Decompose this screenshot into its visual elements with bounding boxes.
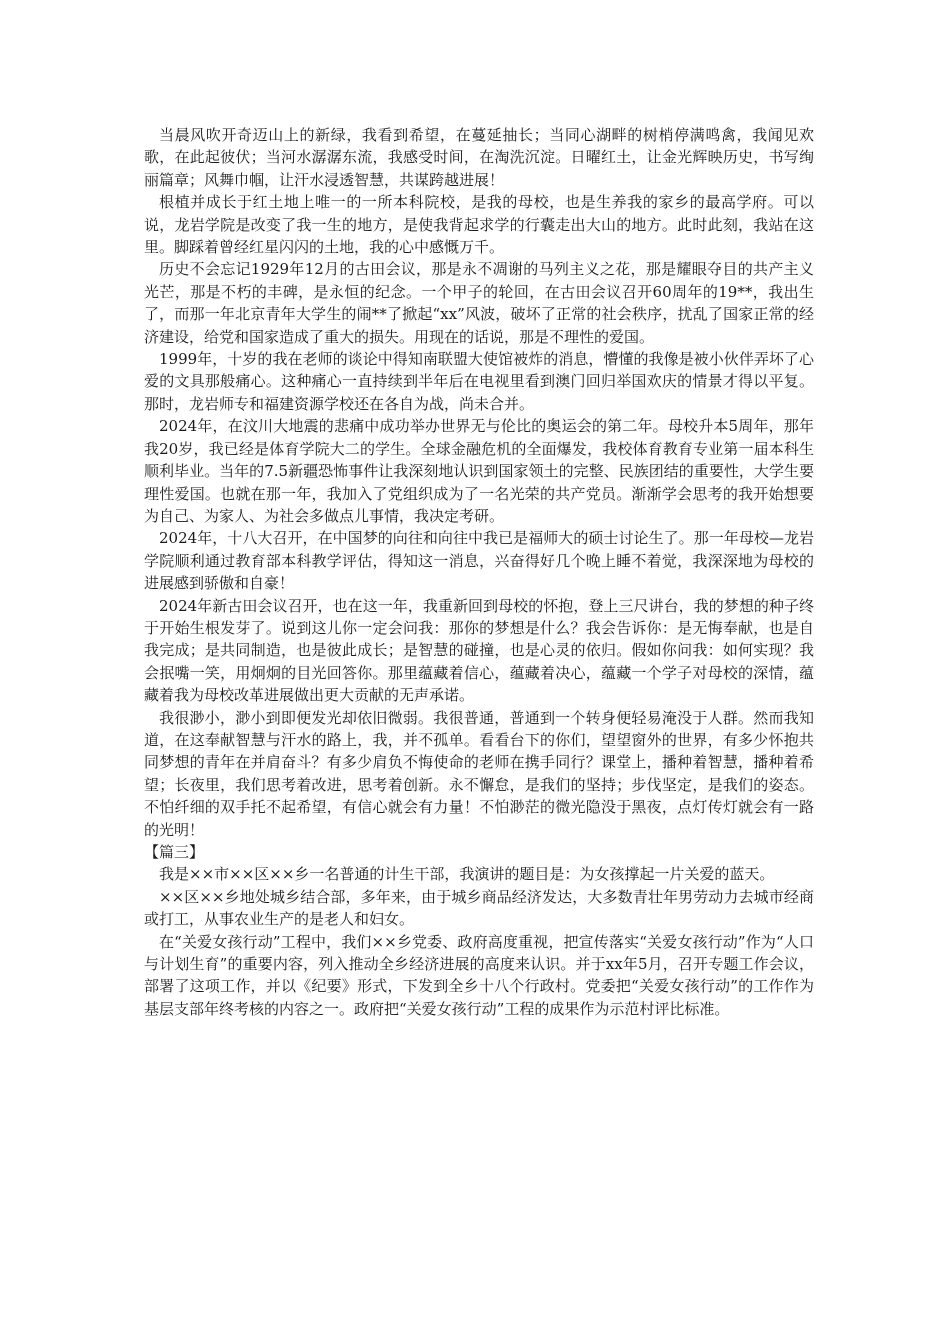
paragraph: 根植并成长于红土地上唯一的一所本科院校，是我的母校，也是生养我的家乡的最高学府。可以说，龙岩学院是改变了我一生的地方，是使我背起求学的行囊走出大山的地方。此时此刻，我站在这里。脚踩着曾经红星闪闪的土地，我的心中感慨万千。 [144, 193, 814, 257]
paragraph: 2024年新古田会议召开，也在这一年，我重新回到母校的怀抱，登上三尺讲台，我的梦想的种子终于开始生根发芽了。说到这儿你一定会问我：那你的梦想是什么？我会告诉你：是无悔奉献，也是自我完成；是共同制造，也是彼此成长；是智慧的碰撞，也是心灵的依归。假如你问我：如何实现？我会抿嘴一笑，用炯炯的目光回答你。那里蕴藏着信心，蕴藏着决心，蕴藏一个学子对母校的深情，蕴藏着我为母校改革进展做出更大贡献的无声承诺。 [144, 596, 814, 705]
document-page [144, 124, 814, 1020]
paragraph: 当晨风吹开奇迈山上的新绿，我看到希望，在蔓延抽长；当同心湖畔的树梢停满鸣禽，我闻见欢歌，在此起彼伏；当河水潺潺东流，我感受时间，在淘洗沉淀。日曜红土，让金光辉映历史，书写绚丽篇章；风舞巾帼，让汗水浸透智慧，共谋跨越进展！ [144, 126, 814, 189]
section-heading: 【篇三】 [144, 843, 205, 861]
paragraph: 历史不会忘记1929年12月的古田会议，那是永不凋谢的马列主义之花，那是耀眼夺目的共产主义光芒，那是不朽的丰碑，是永恒的纪念。一个甲子的轮回，在古田会议召开60周年的19**，我出生了，而那一年北京青年大学生的闹**了掀起“xx”风波，破坏了正常的社会秩序，扰乱了国家正常的经济建设，给党和国家造成了重大的损失。用现在的话说，那是不理性的爱国。 [144, 260, 814, 346]
paragraph: ××区××乡地处城乡结合部，多年来，由于城乡商品经济发达，大多数青壮年男劳动力去城市经商或打工，从事农业生产的是老人和妇女。 [144, 887, 814, 929]
paragraph: 在“关爱女孩行动”工程中，我们××乡党委、政府高度重视，把宣传落实“关爱女孩行动”作为“人口与计划生育”的重要内容，列入推动全乡经济进展的高度来认识。并于xx年5月，召开专题工作会议，部署了这项工作，并以《纪要》形式，下发到全乡十八个行政村。党委把“关爱女孩行动”的工作作为基层支部年终考核的内容之一。政府把“关爱女孩行动”工程的成果作为示范村评比标准。 [144, 932, 814, 1018]
paragraph: 1999年，十岁的我在老师的谈论中得知南联盟大使馆被炸的消息，懵懂的我像是被小伙伴弄坏了心爱的文具那般痛心。这种痛心一直持续到半年后在电视里看到澳门回归举国欢庆的情景才得以平复。那时，龙岩师专和福建资源学校还在各自为战，尚未合并。 [144, 350, 814, 413]
paragraph: 2024年，在汶川大地震的悲痛中成功举办世界无与伦比的奥运会的第二年。母校升本5周年，那年我20岁，我已经是体育学院大二的学生。全球金融危机的全面爆发，我校体育教育专业第一届本科生顺利毕业。当年的7.5新疆恐怖事件让我深刻地认识到国家领土的完整、民族团结的重要性，大学生要理性爱国。也就在那一年，我加入了党组织成为了一名光荣的共产党员。渐渐学会思考的我开始想要为自己、为家人、为社会多做点儿事情，我决定考研。 [144, 417, 814, 525]
paragraph: 我是××市××区××乡一名普通的计生干部，我演讲的题目是：为女孩撑起一片关爱的蓝天。 [159, 865, 775, 884]
paragraph: 我很渺小，渺小到即便发光却依旧微弱。我很普通，普通到一个转身便轻易淹没于人群。然而我知道，在这奉献智慧与汗水的路上，我，并不孤单。看看台下的你们，望望窗外的世界，有多少怀抱共同梦想的青年在并肩奋斗？有多少肩负不悔使命的老师在携手同行？课堂上，播种着智慧，播种着希望；长夜里，我们思考着改进，思考着创新。永不懈怠，是我们的坚持；步伐坚定，是我们的姿态。不怕纤细的双手托不起希望，有信心就会有力量！不怕渺茫的微光隐没于黑夜，点灯传灯就会有一路的光明！ [144, 708, 814, 839]
paragraph: 2024年，十八大召开，在中国梦的向往和向往中我已是福师大的硕士讨论生了。那一年母校—龙岩学院顺利通过教育部本科教学评估，得知这一消息，兴奋得好几个晚上睡不着觉，我深深地为母校的进展感到骄傲和自豪！ [144, 529, 814, 593]
